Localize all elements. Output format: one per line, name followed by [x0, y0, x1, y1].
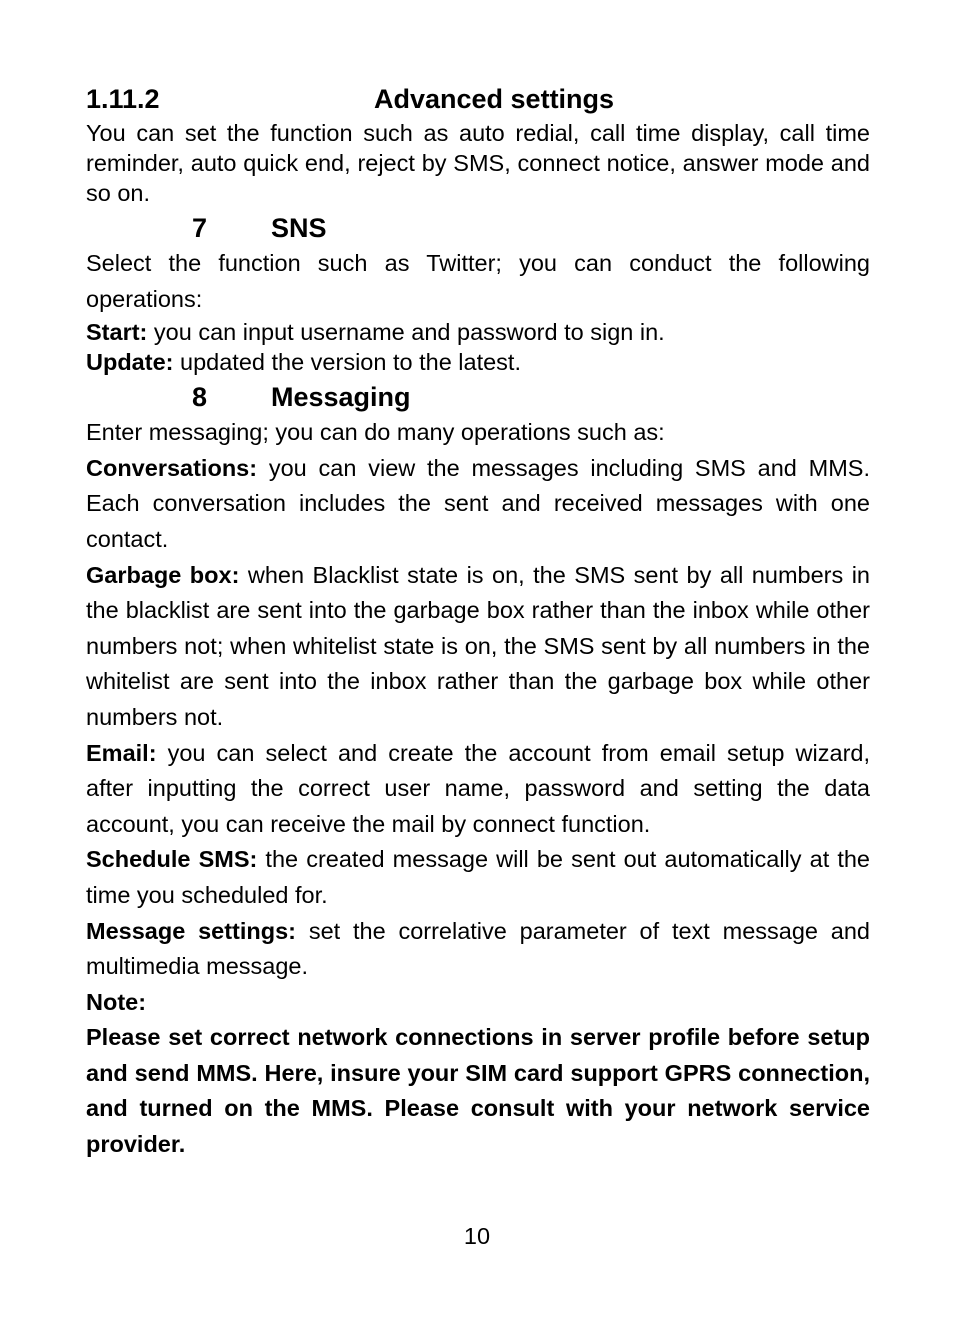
item-text: you can select and create the account from email setup wizard, after inputting the correct user name, password and setting the data account, you can receive the mail by connect function. — [86, 739, 870, 837]
section-title: Messaging — [271, 382, 411, 413]
item-label: Start: — [86, 319, 148, 346]
section-title: SNS — [271, 213, 327, 243]
messaging-item-message-settings — [86, 914, 870, 985]
page-content — [86, 80, 870, 1163]
sns-item-update — [86, 347, 870, 377]
section-title: Advanced settings — [374, 84, 615, 114]
section-number: 8 — [192, 382, 208, 413]
item-text: you can view the messages including SMS and MMS. Each conversation includes the sent and received messages with one contact. — [86, 454, 870, 552]
messaging-intro: Enter messaging; you can do many operations such as: — [86, 419, 665, 446]
item-text: set the correlative parameter of text message and multimedia message. — [86, 917, 871, 980]
item-text: when Blacklist state is on, the SMS sent by all numbers in the blacklist are sent into the garbage box rather than the inbox while other numbers not; when whitelist state is on, the SMS sent by all numbers in the whitelist are sent into the inbox rather than the garbage box while other numbers not. — [86, 561, 870, 730]
item-label: Message settings: — [86, 917, 297, 944]
item-text: you can input username and password to sign in. — [147, 319, 665, 346]
section-number: 1.11.2 — [86, 84, 160, 114]
note-label: Note: — [86, 988, 147, 1015]
page-number: 10 — [463, 1223, 491, 1249]
section-number: 7 — [192, 213, 208, 243]
sns-item-start — [86, 317, 870, 347]
section-heading-messaging — [86, 379, 870, 415]
item-label: Conversations: — [86, 454, 258, 481]
messaging-item-garbage-box — [86, 558, 870, 736]
item-text: updated the version to the latest. — [173, 349, 521, 376]
section-heading-advanced-settings — [86, 80, 870, 118]
item-label: Email: — [86, 739, 157, 766]
advanced-settings-body: You can set the function such as auto redial, call time display, call time reminder, auto quick end, reject by SMS, connect notice, answer mode and so on. — [86, 120, 870, 206]
sns-intro: Select the function such as Twitter; you can conduct the following operations: — [86, 250, 870, 312]
note-text: Please set correct network connections in server profile before setup and send MMS. Here, insure your SIM card support GPRS connection, and turned on the MMS. Please consult with your network service provider. — [86, 1024, 870, 1158]
item-label: Schedule SMS: — [86, 846, 258, 873]
item-label: Garbage box: — [86, 561, 240, 588]
item-text: the created message will be sent out automatically at the time you scheduled for. — [86, 846, 870, 908]
messaging-item-email — [86, 736, 870, 843]
section-heading-sns — [86, 210, 870, 246]
item-label: Update: — [86, 349, 174, 376]
messaging-item-conversations — [86, 451, 870, 558]
messaging-item-schedule-sms — [86, 842, 870, 913]
